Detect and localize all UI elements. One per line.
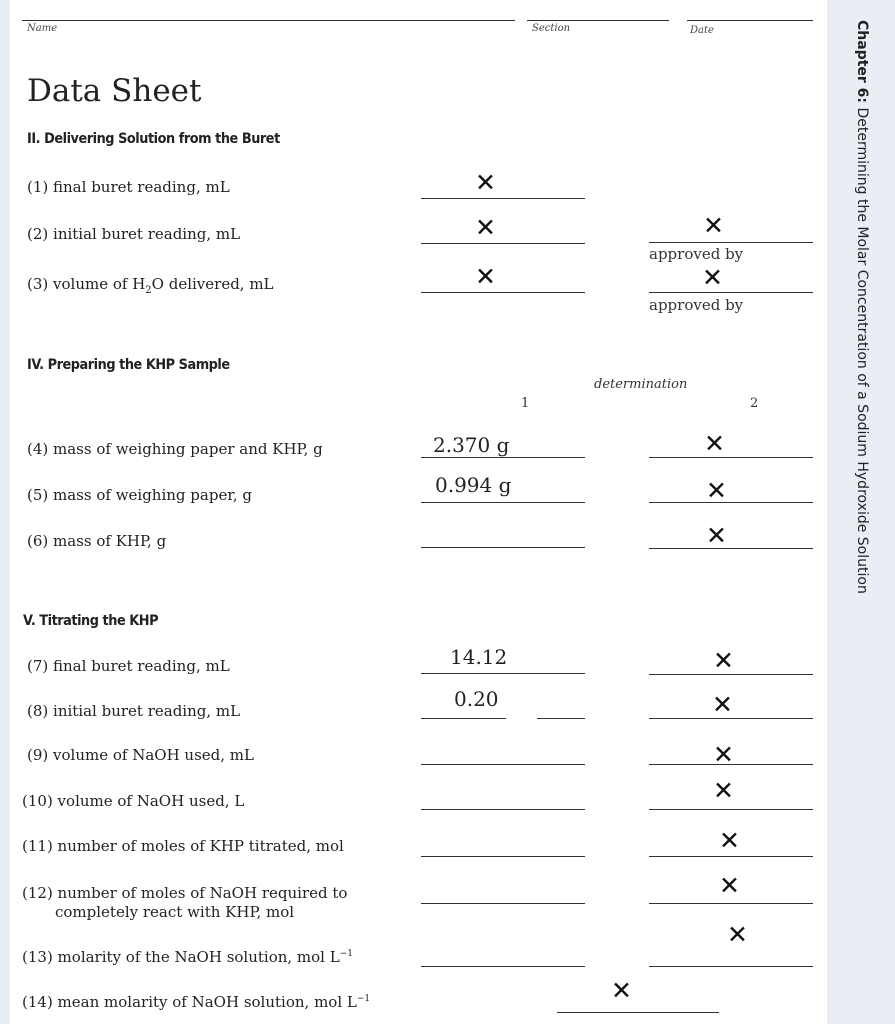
approved-by-label: approved by bbox=[649, 296, 744, 314]
answer-line bbox=[649, 809, 813, 810]
answer-line bbox=[649, 764, 813, 765]
item-7-value: 14.12 bbox=[450, 645, 508, 669]
item-2-label: (2) initial buret reading, mL bbox=[27, 225, 241, 243]
cross-mark: ✕ bbox=[702, 263, 723, 292]
item-8-label: (8) initial buret reading, mL bbox=[27, 702, 241, 720]
answer-line bbox=[649, 903, 813, 904]
item-7-label: (7) final buret reading, mL bbox=[27, 657, 230, 675]
item-13-label bbox=[22, 948, 353, 966]
chapter-label: Chapter 6: bbox=[854, 20, 870, 104]
item-13-unit-exponent: −1 bbox=[339, 949, 353, 959]
item-9-label: (9) volume of NaOH used, mL bbox=[27, 746, 254, 764]
cross-mark: ✕ bbox=[719, 871, 740, 900]
name-line bbox=[22, 20, 515, 21]
item-11-label: (11) number of moles of KHP titrated, mol bbox=[22, 837, 344, 855]
determination-col-2: 2 bbox=[750, 396, 759, 411]
answer-line bbox=[421, 457, 585, 458]
item-4-value: 2.370 g bbox=[433, 433, 510, 457]
approved-by-label: approved by bbox=[649, 245, 744, 263]
section-heading-v: V. Titrating the KHP bbox=[23, 613, 159, 629]
item-12-label: (12) number of moles of NaOH required to bbox=[22, 884, 348, 902]
item-10-label: (10) volume of NaOH used, L bbox=[22, 792, 245, 810]
answer-line bbox=[649, 966, 813, 967]
determination-col-1: 1 bbox=[521, 396, 530, 411]
section-line bbox=[527, 20, 669, 21]
section-heading-ii: II. Delivering Solution from the Buret bbox=[27, 131, 280, 147]
cross-mark: ✕ bbox=[703, 211, 724, 240]
item-5-label: (5) mass of weighing paper, g bbox=[27, 486, 252, 504]
item-12-label-continued: completely react with KHP, mol bbox=[55, 903, 295, 921]
answer-line bbox=[421, 502, 585, 503]
item-6-label: (6) mass of KHP, g bbox=[27, 532, 167, 550]
item-14-label-text: (14) mean molarity of NaOH solution, mol L bbox=[22, 993, 357, 1011]
page-title: Data Sheet bbox=[27, 73, 202, 109]
date-label: Date bbox=[690, 25, 714, 36]
answer-line bbox=[649, 548, 813, 549]
cross-mark: ✕ bbox=[611, 976, 632, 1005]
determination-label: determination bbox=[594, 377, 688, 392]
answer-line bbox=[649, 718, 813, 719]
chapter-sidebar bbox=[830, 20, 870, 594]
name-label: Name bbox=[27, 23, 58, 34]
cross-mark: ✕ bbox=[713, 740, 734, 769]
cross-mark: ✕ bbox=[706, 476, 727, 505]
cross-mark: ✕ bbox=[727, 920, 748, 949]
answer-line bbox=[421, 809, 585, 810]
cross-mark: ✕ bbox=[713, 646, 734, 675]
answer-line bbox=[421, 718, 506, 719]
section-label: Section bbox=[532, 23, 571, 34]
cross-mark: ✕ bbox=[475, 168, 496, 197]
answer-line bbox=[421, 292, 585, 293]
cross-mark: ✕ bbox=[475, 213, 496, 242]
data-sheet-page bbox=[10, 0, 827, 1024]
answer-line bbox=[421, 966, 585, 967]
item-8-value: 0.20 bbox=[454, 687, 499, 711]
answer-line bbox=[557, 1012, 719, 1013]
answer-line bbox=[421, 764, 585, 765]
answer-line bbox=[649, 502, 813, 503]
answer-line bbox=[649, 457, 813, 458]
item-5-value: 0.994 g bbox=[435, 473, 512, 497]
approval-line bbox=[649, 242, 813, 243]
cross-mark: ✕ bbox=[719, 826, 740, 855]
answer-line bbox=[649, 674, 813, 675]
answer-line bbox=[421, 903, 585, 904]
date-line bbox=[687, 20, 813, 21]
item-14-label bbox=[22, 993, 370, 1011]
cross-mark: ✕ bbox=[713, 776, 734, 805]
answer-line bbox=[421, 198, 585, 199]
answer-line bbox=[421, 856, 585, 857]
section-heading-iv: IV. Preparing the KHP Sample bbox=[27, 357, 230, 373]
cross-mark: ✕ bbox=[706, 521, 727, 550]
chapter-subtitle: Determining the Molar Concentration of a Sodium Hydroxide Solution bbox=[854, 107, 870, 594]
answer-line bbox=[421, 673, 585, 674]
item-13-label-text: (13) molarity of the NaOH solution, mol L bbox=[22, 948, 340, 966]
item-3-label-text-end: O delivered, mL bbox=[151, 275, 274, 293]
answer-line bbox=[421, 547, 585, 548]
answer-line bbox=[537, 718, 585, 719]
item-14-unit-exponent: −1 bbox=[356, 994, 371, 1004]
cross-mark: ✕ bbox=[712, 690, 733, 719]
item-3-label-text: (3) volume of H bbox=[27, 275, 146, 293]
item-1-label: (1) final buret reading, mL bbox=[27, 178, 230, 196]
approval-line bbox=[649, 292, 813, 293]
cross-mark: ✕ bbox=[704, 429, 725, 458]
cross-mark: ✕ bbox=[475, 262, 496, 291]
item-3-subscript: 2 bbox=[145, 285, 152, 296]
answer-line bbox=[649, 856, 813, 857]
item-4-label: (4) mass of weighing paper and KHP, g bbox=[27, 440, 323, 458]
item-3-label bbox=[27, 275, 274, 296]
answer-line bbox=[421, 243, 585, 244]
